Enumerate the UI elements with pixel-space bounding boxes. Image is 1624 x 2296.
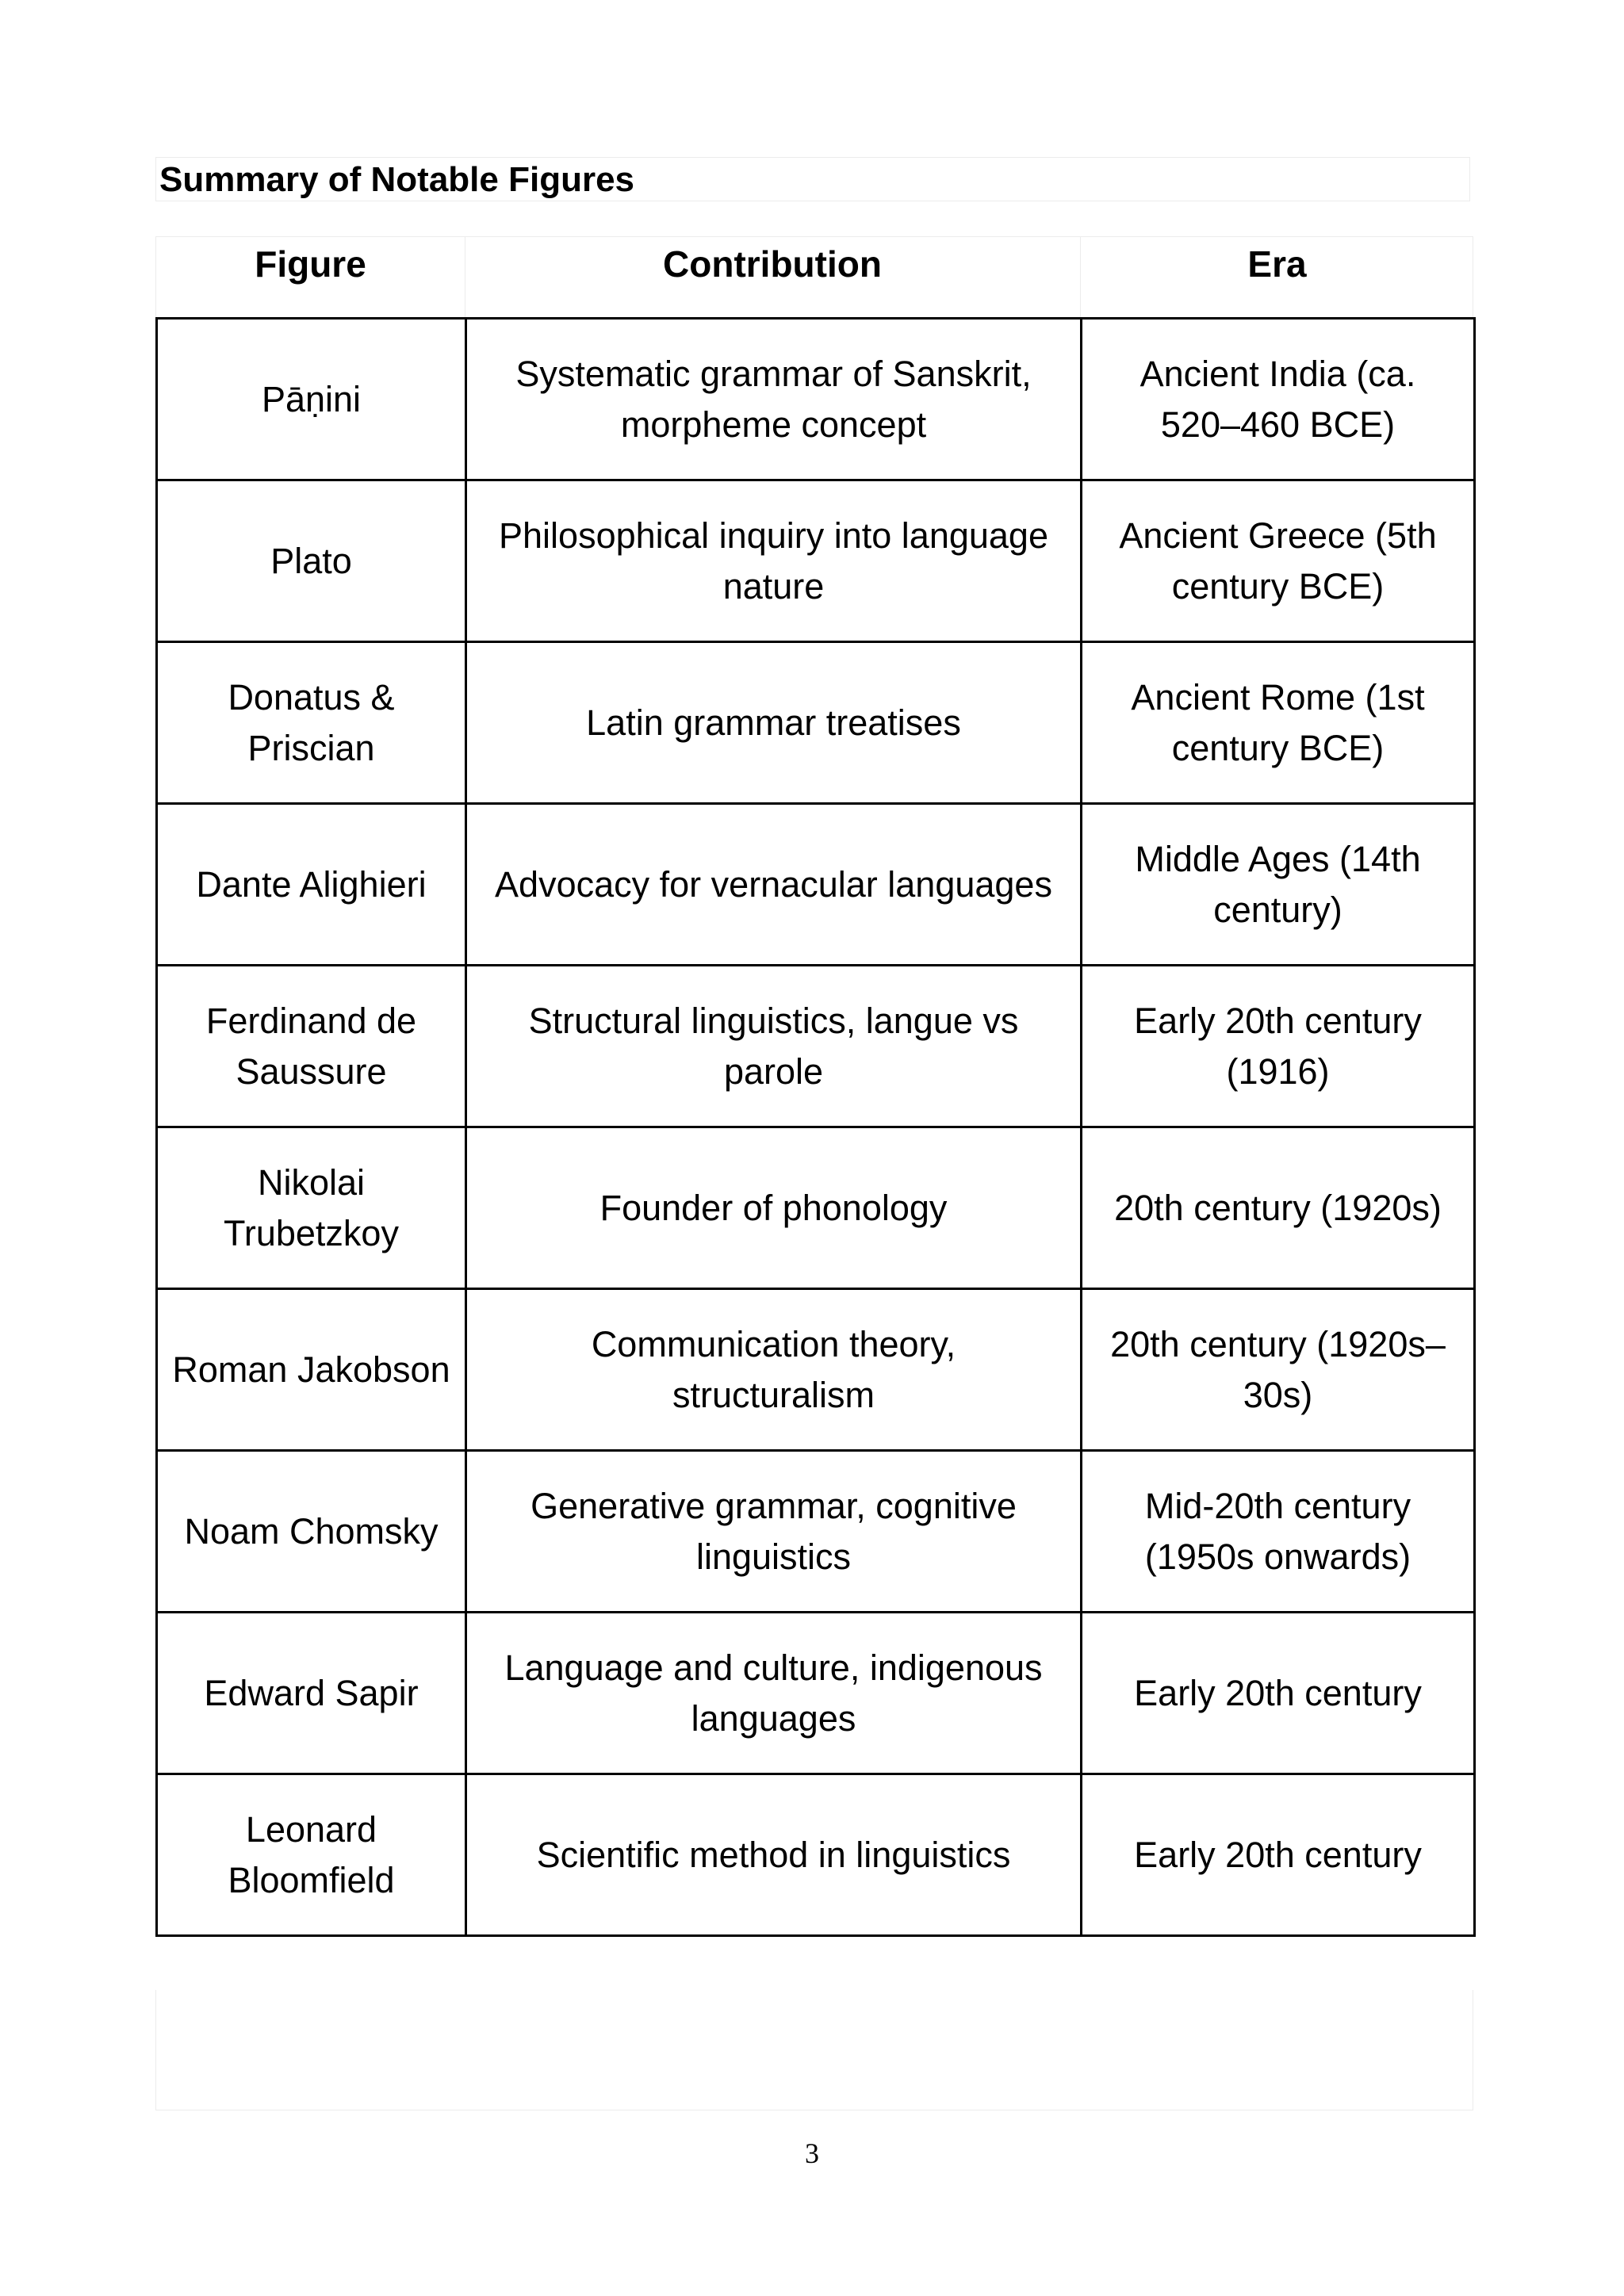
cell-figure-line: Leonard	[245, 1808, 377, 1850]
cell-contribution	[466, 966, 1082, 1127]
table-row	[157, 1127, 1475, 1289]
cell-contribution	[466, 642, 1082, 804]
cell-contribution-line: parole	[723, 1050, 824, 1092]
cell-era-line: century BCE)	[1171, 565, 1385, 607]
cell-contribution-line: Structural linguistics, langue vs	[528, 1000, 1019, 1041]
cell-figure-line: Saussure	[236, 1050, 387, 1092]
cell-figure-line: Roman Jakobson	[172, 1349, 450, 1390]
cell-figure	[157, 319, 466, 480]
table-row	[157, 1451, 1475, 1613]
cell-era	[1082, 480, 1475, 642]
cell-contribution	[466, 480, 1082, 642]
cell-contribution-line: Language and culture, indigenous	[504, 1647, 1043, 1688]
cell-contribution-line: linguistics	[695, 1536, 852, 1577]
page-number: 3	[805, 2137, 819, 2169]
cell-era-line: 520–460 BCE)	[1160, 404, 1396, 445]
cell-figure-line: Noam Chomsky	[184, 1510, 439, 1552]
cell-contribution-line: nature	[722, 565, 825, 607]
section-title: Summary of Notable Figures	[159, 160, 635, 199]
table-row	[157, 642, 1475, 804]
cell-figure-line: Dante Alighieri	[196, 863, 427, 905]
cell-figure-line: Donatus &	[228, 676, 395, 718]
cell-contribution-line: Latin grammar treatises	[586, 702, 961, 743]
cell-figure	[157, 1127, 466, 1289]
cell-figure-line: Bloomfield	[228, 1859, 395, 1900]
cell-contribution	[466, 1451, 1082, 1613]
cell-contribution	[466, 1613, 1082, 1774]
cell-era-line: 30s)	[1243, 1374, 1313, 1415]
cell-contribution-line: morpheme concept	[620, 404, 927, 445]
table-row	[157, 319, 1475, 480]
cell-era-line: Early 20th century	[1134, 1834, 1422, 1875]
figures-table	[155, 317, 1476, 1937]
cell-contribution	[466, 319, 1082, 480]
cell-era-line: century BCE)	[1171, 727, 1385, 768]
cell-figure-line: Trubetzkoy	[224, 1212, 399, 1253]
cell-figure	[157, 1774, 466, 1936]
cell-contribution-line: Founder of phonology	[599, 1187, 948, 1228]
cell-contribution-line: Philosophical inquiry into language	[499, 515, 1048, 556]
cell-era-line: Mid-20th century	[1144, 1485, 1411, 1526]
cell-era	[1082, 1451, 1475, 1613]
cell-era	[1082, 1613, 1475, 1774]
cell-era-line: (1950s onwards)	[1144, 1536, 1411, 1577]
cell-contribution-line: languages	[691, 1697, 856, 1739]
cell-era-line: Early 20th century	[1134, 1672, 1422, 1713]
cell-figure	[157, 1289, 466, 1451]
cell-era-line: 20th century (1920s–	[1110, 1323, 1446, 1364]
cell-figure-line: Plato	[270, 540, 352, 581]
cell-figure-line: Ferdinand de	[205, 1000, 417, 1041]
table-footer-space	[155, 1990, 1473, 2110]
table-row	[157, 1774, 1475, 1936]
cell-era	[1082, 804, 1475, 966]
cell-era-line: (1916)	[1226, 1050, 1330, 1092]
table-row	[157, 1613, 1475, 1774]
cell-contribution-line: Generative grammar, cognitive	[530, 1485, 1017, 1526]
table-row	[157, 480, 1475, 642]
table-row	[157, 1289, 1475, 1451]
cell-contribution-line: Scientific method in linguistics	[536, 1834, 1011, 1875]
cell-era	[1082, 642, 1475, 804]
cell-contribution	[466, 1289, 1082, 1451]
cell-era-line: Ancient Greece (5th	[1119, 515, 1437, 556]
cell-figure-line: Nikolai	[257, 1161, 366, 1203]
cell-era-line: 20th century (1920s)	[1114, 1187, 1442, 1228]
table-header	[155, 236, 1473, 319]
cell-era	[1082, 1127, 1475, 1289]
table-row	[157, 804, 1475, 966]
cell-figure-line: Priscian	[247, 727, 375, 768]
figures-table-body	[157, 319, 1475, 1936]
cell-era-line: Ancient India (ca.	[1139, 353, 1416, 394]
cell-era	[1082, 966, 1475, 1127]
header-figure: Figure	[255, 243, 366, 285]
cell-contribution-line: Systematic grammar of Sanskrit,	[515, 353, 1032, 394]
header-contribution: Contribution	[663, 243, 882, 285]
cell-era	[1082, 319, 1475, 480]
table-row	[157, 966, 1475, 1127]
cell-era-line: Middle Ages (14th	[1135, 838, 1421, 879]
cell-figure	[157, 480, 466, 642]
cell-figure	[157, 642, 466, 804]
cell-era-line: Early 20th century	[1134, 1000, 1422, 1041]
cell-figure-line: Pāṇini	[261, 378, 362, 419]
cell-figure	[157, 1451, 466, 1613]
cell-contribution-line: structuralism	[672, 1374, 875, 1415]
cell-era-line: century)	[1213, 889, 1342, 930]
cell-figure	[157, 966, 466, 1127]
cell-era-line: Ancient Rome (1st	[1131, 676, 1425, 718]
cell-era	[1082, 1774, 1475, 1936]
cell-figure	[157, 1613, 466, 1774]
header-era: Era	[1247, 243, 1307, 285]
cell-contribution	[466, 804, 1082, 966]
cell-figure	[157, 804, 466, 966]
cell-era	[1082, 1289, 1475, 1451]
cell-contribution-line: Advocacy for vernacular languages	[495, 863, 1052, 905]
cell-figure-line: Edward Sapir	[204, 1672, 419, 1713]
cell-contribution	[466, 1774, 1082, 1936]
cell-contribution	[466, 1127, 1082, 1289]
section-title-box	[155, 157, 1470, 201]
cell-contribution-line: Communication theory,	[591, 1323, 956, 1364]
